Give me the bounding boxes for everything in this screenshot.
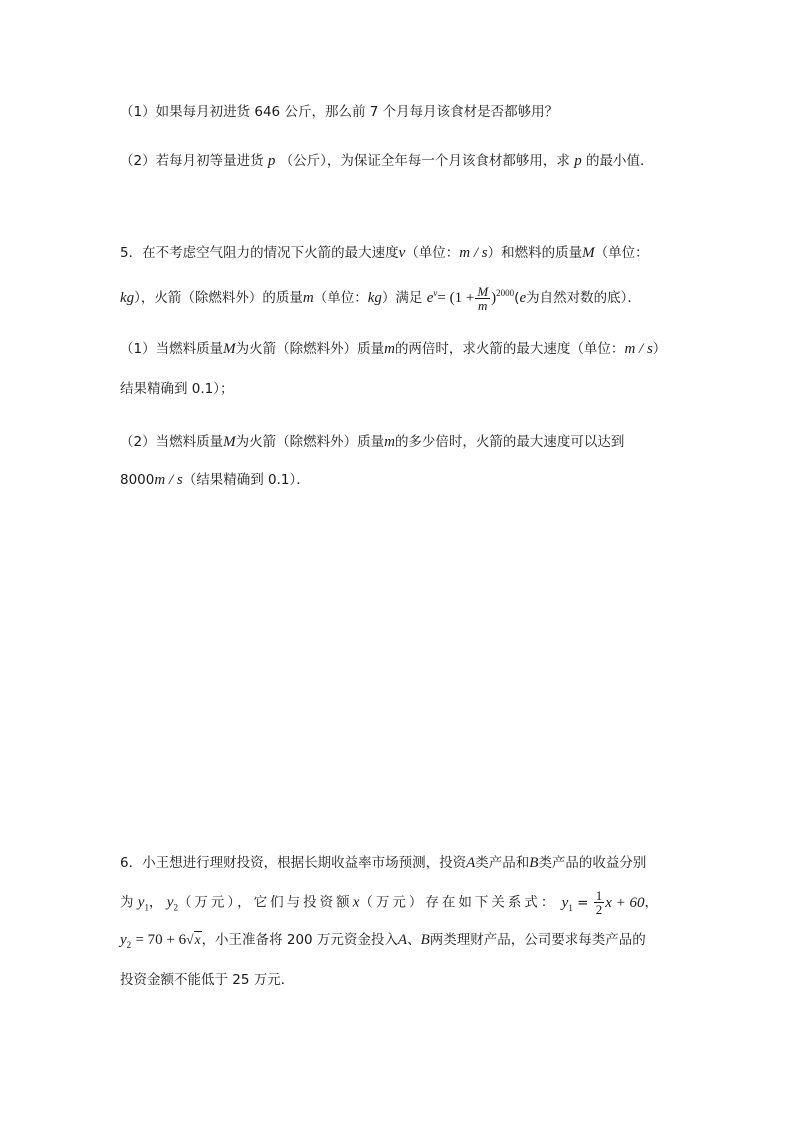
sqrt-symbol: √x: [186, 932, 201, 947]
q5-part2-line1: （2）当燃料质量M为火箭（除燃料外）质量m的多少倍时，火箭的最大速度可以达到: [120, 434, 625, 450]
q5-part2-line2: 8000m / s（结果精确到 0.1）．: [120, 472, 310, 488]
q6-stem-line4: 投资金额不能低于 25 万元．: [120, 972, 295, 988]
fraction-one-half: $\frac{1}{2}$: [595, 888, 603, 917]
q4-part2: （2）若每月初等量进货 p （公斤），为保证全年每一个月该食材都够用，求 p 的最小值．: [120, 153, 654, 169]
q5-stem-line1: 5．在不考虑空气阻力的情况下火箭的最大速度v（单位：m / s）和燃料的质量M（单位：: [120, 245, 649, 261]
y2-formula: $y_2 = 70 + 6√x$: [120, 932, 201, 950]
q6-stem-line2: 为 $y_1$， $y_2$（万元），它们与投资额x（万元）存在如下关系式： $y_1$ = $\frac{1}{2}$ x + 60，: [120, 888, 659, 917]
q4-part1: （1）如果每月初进货 646 公斤，那么前 7 个月每月该食材是否都够用？: [120, 104, 559, 120]
q5-part1-line2: 结果精确到 0.1）；: [120, 381, 234, 397]
q5-stem-line2: kg），火箭（除燃料外）的质量m（单位：kg）满足 $e^v= (1$ + $\frac{M}{m}$ )$^{2000}$(e为自然对数的底）．: [120, 283, 641, 313]
fraction-M-over-m: $\frac{M}{m}$: [477, 283, 489, 313]
rocket-formula: $e^v= (1$ + $\frac{M}{m}$ )$^{2000}$(e: [426, 283, 527, 313]
y1-formula: $y_1$ = $\frac{1}{2}$ x + 60: [561, 888, 645, 917]
q5-part1-line1: （1）当燃料质量M为火箭（除燃料外）质量m的两倍时，求火箭的最大速度（单位：m / s）: [120, 341, 667, 357]
q6-stem-line3: $y_2 = 70 + 6√x$，小王准备将 200 万元资金投入A、B两类理财产品，公司要求每类产品的: [120, 932, 646, 950]
q6-stem-line1: 6．小王想进行理财投资，根据长期收益率市场预测，投资A类产品和B类产品的收益分别: [120, 855, 647, 871]
